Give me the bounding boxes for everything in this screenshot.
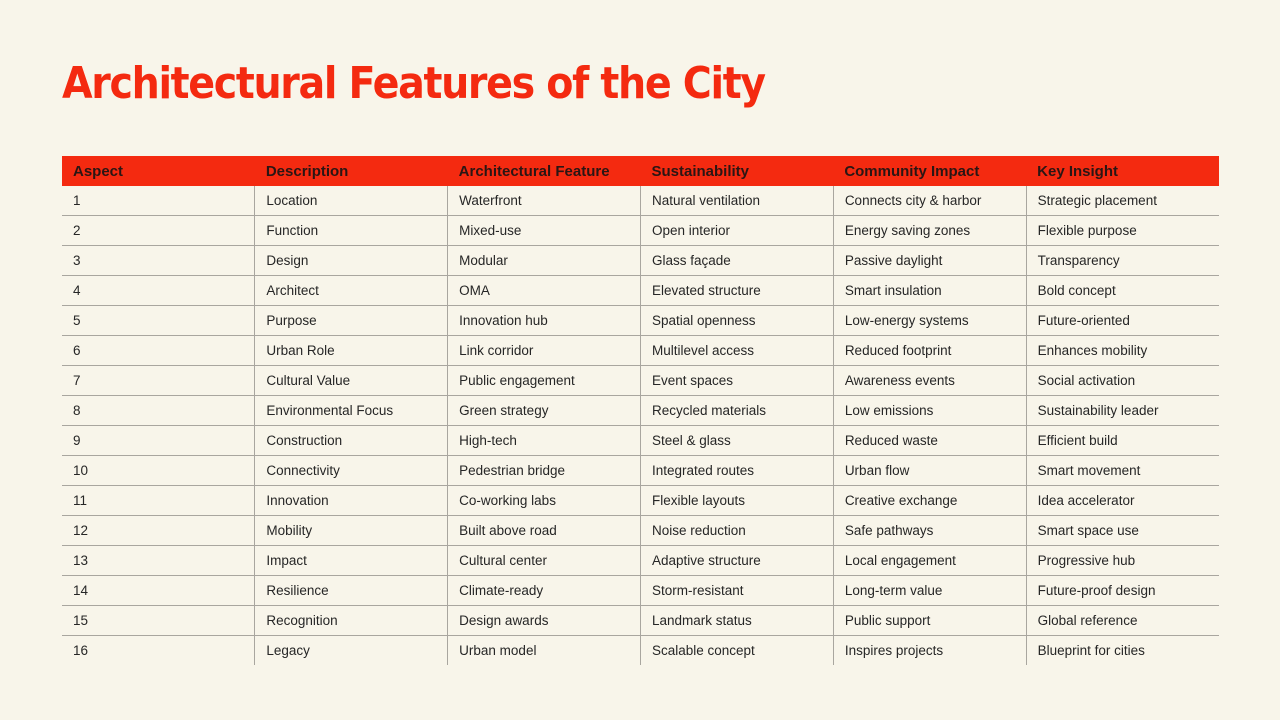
cell-sustainability: Integrated routes (640, 456, 833, 486)
cell-sustainability: Storm-resistant (640, 576, 833, 606)
cell-description: Design (255, 246, 448, 276)
cell-aspect: 12 (62, 516, 255, 546)
cell-architectural-feature: Design awards (448, 606, 641, 636)
cell-aspect: 1 (62, 186, 255, 216)
cell-sustainability: Spatial openness (640, 306, 833, 336)
table-row (62, 606, 1219, 636)
cell-architectural-feature: Climate-ready (448, 576, 641, 606)
cell-key-insight: Strategic placement (1026, 186, 1219, 216)
cell-community-impact: Connects city & harbor (833, 186, 1026, 216)
cell-architectural-feature: Mixed-use (448, 216, 641, 246)
cell-description: Recognition (255, 606, 448, 636)
table-row (62, 516, 1219, 546)
cell-sustainability: Adaptive structure (640, 546, 833, 576)
cell-description: Function (255, 216, 448, 246)
cell-key-insight: Bold concept (1026, 276, 1219, 306)
cell-aspect: 3 (62, 246, 255, 276)
column-header-community-impact: Community Impact (833, 156, 1026, 186)
cell-aspect: 2 (62, 216, 255, 246)
column-header-architectural-feature: Architectural Feature (448, 156, 641, 186)
cell-community-impact: Passive daylight (833, 246, 1026, 276)
cell-community-impact: Reduced waste (833, 426, 1026, 456)
cell-aspect: 15 (62, 606, 255, 636)
cell-community-impact: Smart insulation (833, 276, 1026, 306)
cell-key-insight: Future-proof design (1026, 576, 1219, 606)
cell-description: Mobility (255, 516, 448, 546)
cell-sustainability: Noise reduction (640, 516, 833, 546)
cell-sustainability: Event spaces (640, 366, 833, 396)
cell-architectural-feature: Built above road (448, 516, 641, 546)
table-row (62, 546, 1219, 576)
cell-architectural-feature: Green strategy (448, 396, 641, 426)
cell-key-insight: Future-oriented (1026, 306, 1219, 336)
cell-key-insight: Transparency (1026, 246, 1219, 276)
table-row (62, 216, 1219, 246)
cell-sustainability: Natural ventilation (640, 186, 833, 216)
cell-community-impact: Awareness events (833, 366, 1026, 396)
cell-key-insight: Flexible purpose (1026, 216, 1219, 246)
cell-aspect: 8 (62, 396, 255, 426)
cell-sustainability: Open interior (640, 216, 833, 246)
cell-sustainability: Multilevel access (640, 336, 833, 366)
cell-aspect: 9 (62, 426, 255, 456)
cell-community-impact: Creative exchange (833, 486, 1026, 516)
table-row (62, 276, 1219, 306)
cell-description: Innovation (255, 486, 448, 516)
cell-architectural-feature: Urban model (448, 636, 641, 666)
cell-aspect: 16 (73, 643, 89, 658)
cell-aspect: 4 (62, 276, 255, 306)
cell-description: Legacy (255, 636, 448, 666)
cell-community-impact: Inspires projects (833, 636, 1026, 666)
cell-key-insight: Idea accelerator (1026, 486, 1219, 516)
cell-key-insight: Sustainability leader (1026, 396, 1219, 426)
cell-architectural-feature: OMA (448, 276, 641, 306)
cell-community-impact: Local engagement (833, 546, 1026, 576)
column-header-aspect: Aspect (62, 156, 255, 186)
page-title: Architectural Features of the City (62, 58, 765, 109)
cell-architectural-feature: Public engagement (448, 366, 641, 396)
cell-aspect: 14 (62, 576, 255, 606)
cell-community-impact: Safe pathways (833, 516, 1026, 546)
cell-architectural-feature: Modular (448, 246, 641, 276)
cell-community-impact: Energy saving zones (833, 216, 1026, 246)
features-table (62, 156, 1219, 665)
cell-community-impact: Long-term value (833, 576, 1026, 606)
cell-description: Construction (255, 426, 448, 456)
column-header-key-insight: Key Insight (1026, 156, 1219, 186)
cell-architectural-feature: Link corridor (448, 336, 641, 366)
cell-key-insight: Blueprint for cities (1026, 636, 1219, 666)
table-row (62, 426, 1219, 456)
cell-community-impact: Reduced footprint (833, 336, 1026, 366)
cell-description: Purpose (255, 306, 448, 336)
cell-aspect: 10 (62, 456, 255, 486)
table-row (62, 336, 1219, 366)
cell-sustainability: Steel & glass (640, 426, 833, 456)
cell-description: Urban Role (255, 336, 448, 366)
cell-sustainability: Landmark status (640, 606, 833, 636)
cell-architectural-feature: Waterfront (448, 186, 641, 216)
cell-architectural-feature: Pedestrian bridge (448, 456, 641, 486)
table-row (62, 366, 1219, 396)
cell-architectural-feature: Cultural center (448, 546, 641, 576)
cell-key-insight: Enhances mobility (1026, 336, 1219, 366)
table-row (62, 456, 1219, 486)
cell-description: Architect (255, 276, 448, 306)
cell-community-impact: Public support (833, 606, 1026, 636)
cell-key-insight: Efficient build (1026, 426, 1219, 456)
cell-sustainability: Scalable concept (640, 636, 833, 666)
cell-architectural-feature: Co-working labs (448, 486, 641, 516)
cell-aspect: 6 (62, 336, 255, 366)
cell-aspect: 7 (62, 366, 255, 396)
column-header-sustainability: Sustainability (640, 156, 833, 186)
column-header-description: Description (255, 156, 448, 186)
cell-community-impact: Low-energy systems (833, 306, 1026, 336)
table-row (62, 636, 1219, 666)
cell-description: Location (255, 186, 448, 216)
cell-description: Cultural Value (255, 366, 448, 396)
cell-sustainability: Elevated structure (640, 276, 833, 306)
cell-key-insight: Progressive hub (1026, 546, 1219, 576)
cell-aspect: 11 (62, 486, 255, 516)
cell-sustainability: Recycled materials (640, 396, 833, 426)
cell-sustainability: Flexible layouts (640, 486, 833, 516)
table-body (62, 186, 1219, 665)
table-row (62, 186, 1219, 216)
cell-key-insight: Smart space use (1026, 516, 1219, 546)
cell-key-insight: Social activation (1026, 366, 1219, 396)
cell-key-insight: Global reference (1026, 606, 1219, 636)
table-row (62, 486, 1219, 516)
cell-description: Impact (255, 546, 448, 576)
cell-sustainability: Glass façade (640, 246, 833, 276)
cell-description: Connectivity (255, 456, 448, 486)
cell-community-impact: Urban flow (833, 456, 1026, 486)
cell-community-impact: Low emissions (833, 396, 1026, 426)
table-row (62, 396, 1219, 426)
cell-key-insight: Smart movement (1026, 456, 1219, 486)
table-row (62, 306, 1219, 336)
cell-architectural-feature: Innovation hub (448, 306, 641, 336)
cell-aspect: 5 (62, 306, 255, 336)
table-row (62, 576, 1219, 606)
cell-aspect: 13 (62, 546, 255, 576)
cell-description: Environmental Focus (255, 396, 448, 426)
cell-description: Resilience (255, 576, 448, 606)
table-header-row (62, 156, 1219, 186)
cell-architectural-feature: High-tech (448, 426, 641, 456)
table-row (62, 246, 1219, 276)
